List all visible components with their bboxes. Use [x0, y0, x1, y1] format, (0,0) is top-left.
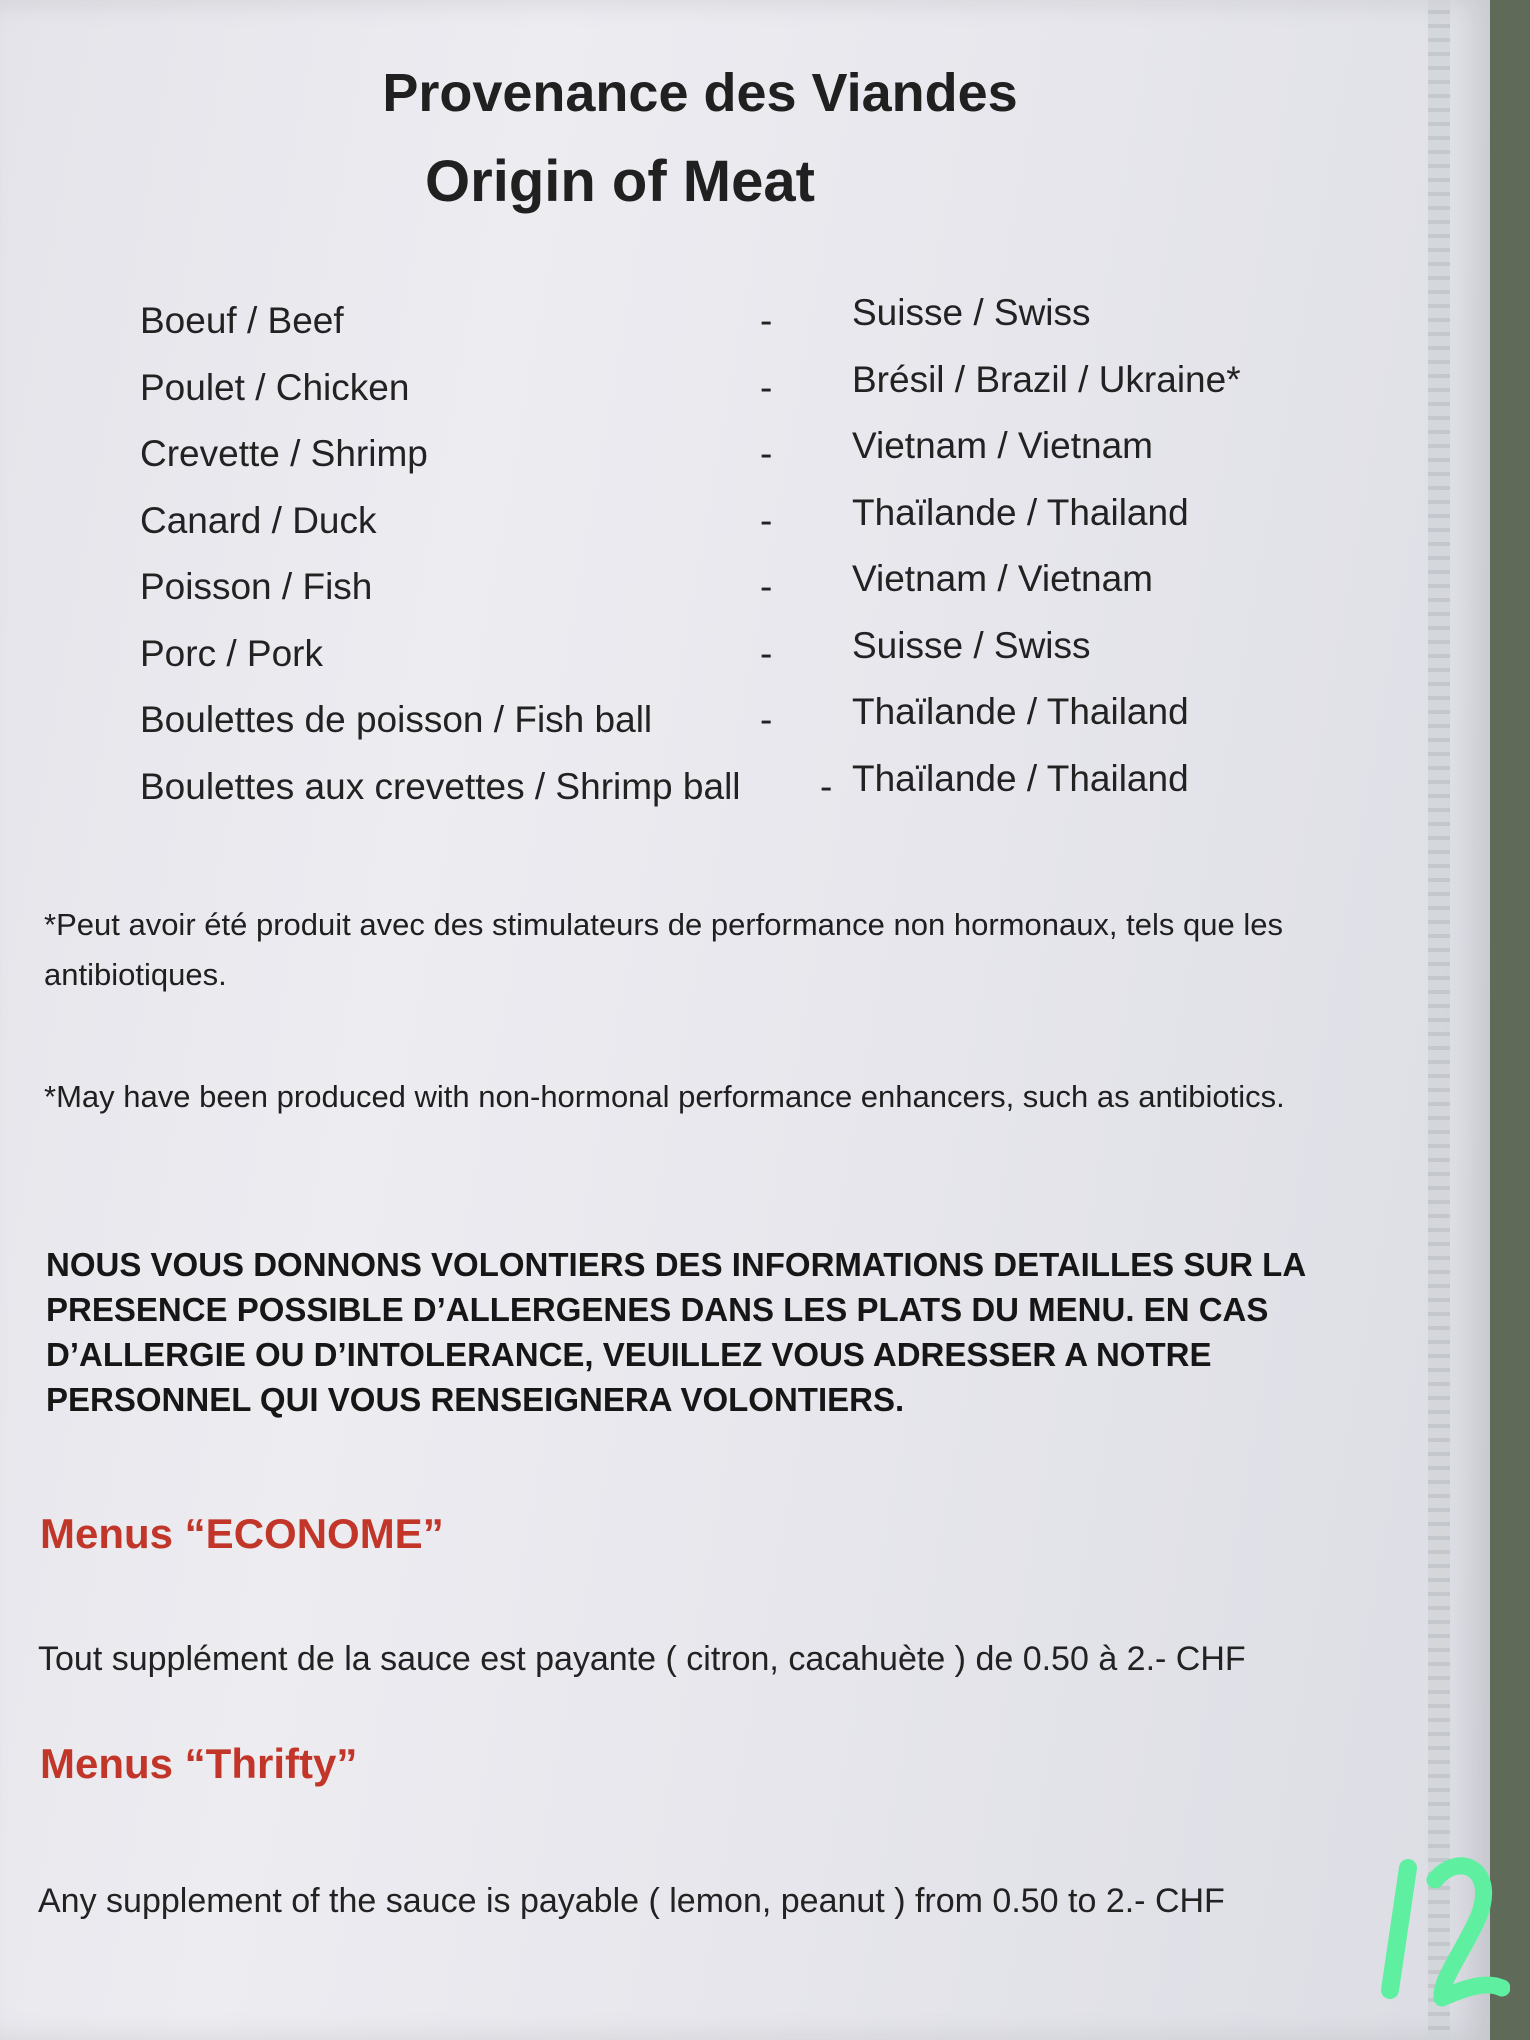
meat-origin: Suisse / Swiss	[852, 624, 1091, 666]
meat-name: Poulet / Chicken	[140, 366, 410, 408]
sauce-supplement-en: Any supplement of the sauce is payable ( lemon, peanut ) from 0.50 to 2.- CHF	[38, 1882, 1225, 1920]
separator: -	[760, 366, 773, 408]
allergen-notice: NOUS VOUS DONNONS VOLONTIERS DES INFORMATIONS DETAILLES SUR LA PRESENCE POSSIBLE D’ALLERGENES DANS LES PLATS DU MENU. EN CAS D’ALLERGIE OU D’INTOLERANCE, VEUILLEZ VOUS ADRESSER A NOTRE PERSONNEL QUI VOUS RENSEIGNERA VOLONTIERS.	[46, 1246, 1305, 1418]
meat-origin: Suisse / Swiss	[852, 292, 1091, 333]
meat-origin: Vietnam / Vietnam	[852, 558, 1153, 599]
separator: -	[760, 300, 773, 341]
meat-row	[140, 624, 1340, 700]
meat-name: Boeuf / Beef	[140, 300, 344, 341]
meat-origin: Thaïlande / Thailand	[852, 691, 1189, 732]
page-title-en: Origin of Meat	[425, 149, 815, 214]
meat-name: Canard / Duck	[140, 499, 377, 541]
meat-row	[140, 757, 1340, 833]
meat-name: Boulettes aux crevettes / Shrimp ball	[140, 765, 741, 807]
separator: -	[760, 433, 773, 474]
meat-row	[140, 292, 1340, 367]
meat-origin: Thaïlande / Thailand	[852, 757, 1189, 799]
menu-thrifty-heading: Menus “Thrifty”	[40, 1740, 358, 1787]
meat-name: Poisson / Fish	[140, 566, 373, 607]
meat-origin: Brésil / Brazil / Ukraine*	[852, 358, 1241, 400]
meat-row	[140, 358, 1340, 434]
handwritten-page-number	[1360, 1840, 1510, 2020]
separator: -	[760, 632, 773, 674]
meat-name: Boulettes de poisson / Fish ball	[140, 699, 653, 740]
meat-name: Porc / Pork	[140, 632, 323, 674]
plastic-sleeve-edge	[1428, 0, 1450, 2040]
meat-origin: Thaïlande / Thailand	[852, 491, 1189, 533]
meat-row	[140, 491, 1340, 567]
separator: -	[820, 765, 833, 807]
meat-name: Crevette / Shrimp	[140, 433, 428, 474]
footnote-fr: *Peut avoir été produit avec des stimulateurs de performance non hormonaux, tels que les antibiotiques.	[44, 907, 1283, 992]
meat-row	[140, 558, 1340, 633]
separator: -	[760, 699, 773, 740]
meat-origin-list	[140, 292, 1340, 832]
menu-econome-heading: Menus “ECONOME”	[40, 1510, 444, 1557]
meat-origin: Vietnam / Vietnam	[852, 425, 1153, 466]
separator: -	[760, 499, 773, 541]
footnote-en: *May have been produced with non-hormonal performance enhancers, such as antibiotics.	[44, 1079, 1285, 1114]
meat-row	[140, 425, 1340, 500]
page-title-fr: Provenance des Viandes	[382, 63, 1018, 123]
sauce-supplement-fr: Tout supplément de la sauce est payante ( citron, cacahuète ) de 0.50 à 2.- CHF	[38, 1640, 1246, 1678]
separator: -	[760, 566, 773, 607]
meat-row	[140, 691, 1340, 766]
